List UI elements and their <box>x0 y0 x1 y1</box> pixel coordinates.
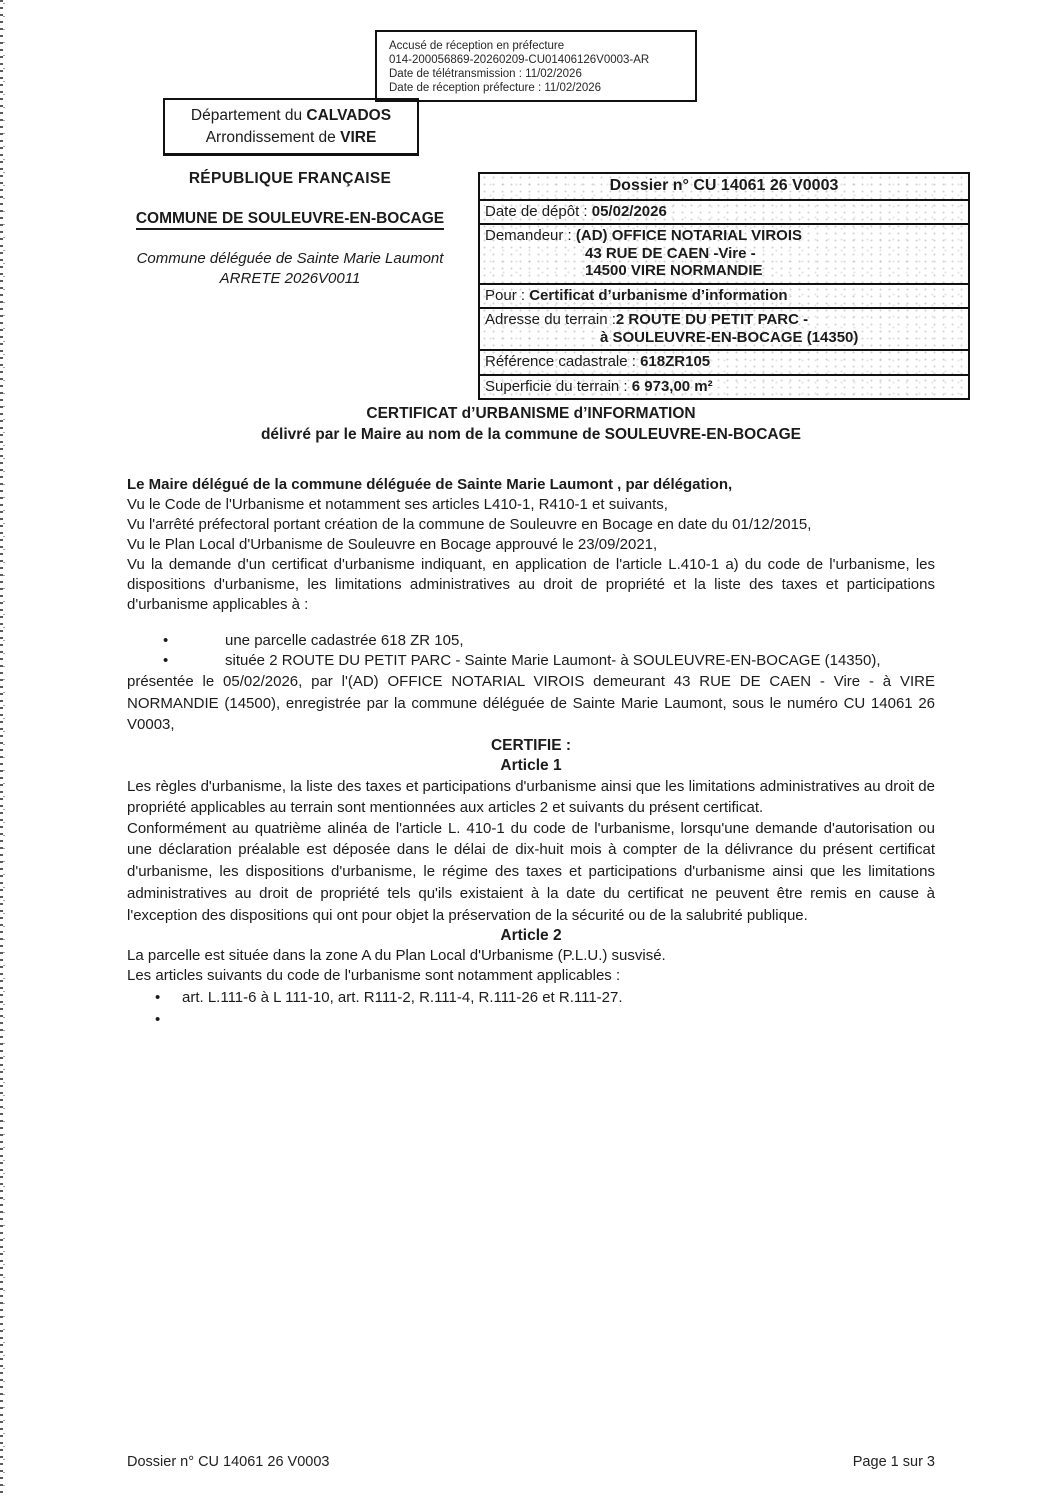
list-item <box>127 987 935 1009</box>
pour-value: Certificat d’urbanisme d’information <box>529 286 788 304</box>
presentee-paragraph: présentée le 05/02/2026, par l'(AD) OFFICE NOTARIAL VIROIS demeurant 43 RUE DE CAEN - Vire - à VIRE NORMANDIE (14500), enregistrée par la commune déléguée de Sainte Marie Laumont, sous le numéro CU 14061 26 V0003, <box>127 673 935 733</box>
department-line <box>165 105 417 127</box>
scan-noise-edge <box>0 0 6 1497</box>
pour-row <box>480 283 968 308</box>
adresse-value: 2 ROUTE DU PETIT PARC - <box>615 311 809 328</box>
commune-deleguee: Commune déléguée de Sainte Marie Laumont <box>136 250 444 267</box>
list-item <box>127 631 935 651</box>
maire-delegation-line: Le Maire délégué de la commune déléguée de Sainte Marie Laumont , par délégation, <box>127 476 733 493</box>
prefecture-stamp-box <box>375 30 697 102</box>
footer-dossier-number: Dossier n° CU 14061 26 V0003 <box>127 1454 330 1470</box>
bullet-icon: • <box>163 652 169 669</box>
adresse-line-2: à SOULEUVRE-EN-BOCAGE (14350) <box>600 328 859 346</box>
superficie-row <box>480 374 968 399</box>
stamp-line-3: Date de télétransmission : 11/02/2026 <box>389 68 582 80</box>
demandeur-line-1 <box>485 227 963 245</box>
article2-heading: Article 2 <box>500 927 562 945</box>
adresse-line-1 <box>485 311 963 329</box>
articles-bullet-text: art. L.111-6 à L 111-10, art. R111-2, R.111-4, R.111-26 et R.111-27. <box>182 989 623 1007</box>
address-bullet-text: située 2 ROUTE DU PETIT PARC - Sainte Marie Laumont- à SOULEUVRE-EN-BOCAGE (14350), <box>225 652 881 669</box>
bullet-icon: • <box>155 989 161 1007</box>
stamp-line-4: Date de réception préfecture : 11/02/2026 <box>389 82 602 94</box>
date-depot-row <box>480 199 968 224</box>
reference-label: Référence cadastrale : <box>485 353 641 370</box>
reference-cadastrale-row <box>480 349 968 374</box>
page-footer <box>127 1454 935 1470</box>
article1-paragraph-2: Conformément au quatrième alinéa de l'article L. 410-1 du code de l'urbanisme, lorsqu'une demande d'autorisation ou une déclaration préalable est déposée dans le délai de dix-huit mois à compter de la délivrance du présent certificat d'urbanisme, les dispositions d'urbanisme, le régime des taxes et participations d'urbanisme ainsi que les limitations administratives au droit de propriété tels qu'ils existaient à la date du certificat ne peuvent être remis en cause à l'exception des dispositions qui ont pour objet la préservation de la sécurité ou de la salubrité publique. <box>127 819 935 924</box>
demandeur-line-3: 14500 VIRE NORMANDIE <box>585 262 763 279</box>
adresse-label: Adresse du terrain : <box>485 311 616 328</box>
list-item <box>127 651 935 671</box>
department-box <box>163 98 419 156</box>
parcel-bullet-text: une parcelle cadastrée 618 ZR 105, <box>225 632 464 649</box>
arrondissement-line <box>165 127 417 149</box>
articles-bullet-list <box>127 987 935 1029</box>
document-body <box>127 475 935 1029</box>
dossier-table <box>478 172 970 400</box>
superficie-label: Superficie du terrain : <box>485 377 632 395</box>
demandeur-value: (AD) OFFICE NOTARIAL VIROIS <box>575 227 802 244</box>
vu-code-urbanisme: Vu le Code de l'Urbanisme et notamment ses articles L410-1, R410-1 et suivants, <box>127 496 668 513</box>
arrondissement-prefix: Arrondissement de <box>205 128 341 146</box>
document-title-line-2: délivré par le Maire au nom de la commune de SOULEUVRE-EN-BOCAGE <box>260 426 802 443</box>
vu-demande: Vu la demande d'un certificat d'urbanisme indiquant, en application de l'article L.410-1 a) du code de l'urbanisme, les dispositions d'urbanisme, les limitations administratives au droit de propriété et la liste des taxes et participations d'urbanisme applicables à : <box>127 556 935 613</box>
bullet-icon: • <box>163 632 169 649</box>
left-heading-column <box>100 170 480 289</box>
department-name: CALVADOS <box>306 106 392 124</box>
stamp-line-2: 014-200056869-20260209-CU01406126V0003-AR <box>389 54 650 66</box>
article2-paragraph-1: La parcelle est située dans la zone A du Plan Local d'Urbanisme (P.L.U.) susvisé. <box>127 947 666 965</box>
article2-paragraph-2: Les articles suivants du code de l'urbanisme sont notamment applicables : <box>127 967 621 985</box>
demandeur-row <box>480 223 968 283</box>
certifie-heading: CERTIFIE : <box>490 736 572 754</box>
arrondissement-name: VIRE <box>340 128 377 146</box>
adresse-row <box>480 307 968 349</box>
date-depot-label: Date de dépôt : <box>485 202 592 220</box>
commune-title-text: COMMUNE DE SOULEUVRE-EN-BOCAGE <box>136 210 444 230</box>
demandeur-line-2: 43 RUE DE CAEN -Vire - <box>585 244 756 262</box>
date-depot-value: 05/02/2026 <box>591 202 667 220</box>
reference-value: 618ZR105 <box>640 353 711 370</box>
parcel-bullet-list <box>127 631 935 671</box>
vu-arrete-prefectoral: Vu l'arrêté préfectoral portant création de la commune de Souleuvre en Bocage en date du 01/12/2015, <box>127 516 812 533</box>
bullet-icon: • <box>155 1011 161 1029</box>
republique-title: RÉPUBLIQUE FRANÇAISE <box>188 170 392 187</box>
article1-paragraph-1: Les règles d'urbanisme, la liste des taxes et participations d'urbanisme ainsi que les limitations administratives au droit de propriété applicables au terrain sont mentionnées aux articles 2 et suivants du présent certificat. <box>127 777 935 816</box>
department-prefix: Département du <box>190 106 307 124</box>
dossier-number-header: Dossier n° CU 14061 26 V0003 <box>609 177 839 194</box>
arrete-number: ARRETE 2026V0011 <box>219 270 361 287</box>
pour-label: Pour : <box>485 286 530 304</box>
superficie-value: 6 973,00 m² <box>631 377 713 395</box>
document-title-line-1: CERTIFICAT d’URBANISME d’INFORMATION <box>366 405 696 422</box>
stamp-line-1: Accusé de réception en préfecture <box>389 40 565 52</box>
footer-page-number: Page 1 sur 3 <box>852 1454 935 1470</box>
article1-heading: Article 1 <box>500 756 562 774</box>
commune-title <box>100 210 480 228</box>
vu-plu: Vu le Plan Local d'Urbanisme de Souleuvre en Bocage approuvé le 23/09/2021, <box>127 536 658 553</box>
demandeur-label: Demandeur : <box>485 227 576 244</box>
document-title <box>127 403 935 445</box>
